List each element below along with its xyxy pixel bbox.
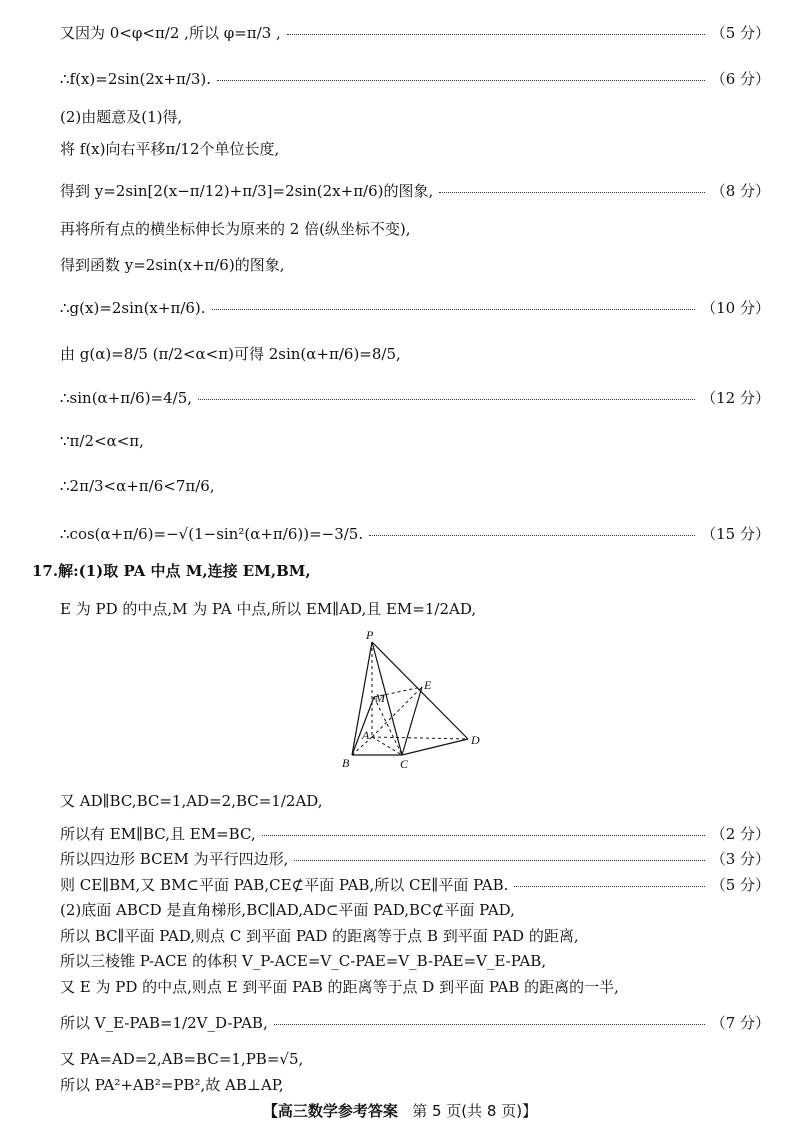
label-a: A: [362, 728, 370, 742]
line-text: ∴cos(α+π/6)=−√(1−sin²(α+π/6))=−3/5.: [60, 524, 364, 543]
line-24: [60, 1012, 770, 1033]
line-text: 所以 BC∥平面 PAD,则点 C 到平面 PAD 的距离等于点 B 到平面 PAD 的距离,: [60, 927, 579, 945]
score: （7 分）: [710, 1014, 770, 1032]
line-26: [60, 1074, 770, 1095]
line-text: 得到 y=2sin[2(x−π/12)+π/3]=2sin(2x+π/6)的图象,: [60, 182, 434, 200]
score: （2 分）: [710, 825, 770, 843]
line-13: [60, 523, 770, 544]
score: （12 分）: [701, 389, 770, 407]
leader-dots: [287, 34, 705, 35]
leader-dots: [274, 1024, 705, 1025]
line-22: [60, 950, 770, 971]
line-16: [60, 790, 770, 811]
line-text: 又 PA=AD=2,AB=BC=1,PB=√5,: [60, 1050, 304, 1068]
line-text: 所以三棱锥 P-ACE 的体积 V_P-ACE=V_C-PAE=V_B-PAE=V_E-PAB,: [60, 952, 547, 970]
score: （5 分）: [710, 876, 770, 894]
line-text: 所以 PA²+AB²=PB²,故 AB⊥AP,: [60, 1076, 284, 1094]
line-text: 由 g(α)=8/5 (π/2<α<π)可得 2sin(α+π/6)=8/5,: [60, 345, 401, 363]
label-c: C: [400, 757, 409, 771]
score: （6 分）: [710, 70, 770, 88]
line-text: ∴sin(α+π/6)=4/5,: [60, 388, 193, 407]
line-18: [60, 848, 770, 869]
line-3: [60, 106, 770, 127]
line-11: [60, 432, 770, 450]
line-text: 得到函数 y=2sin(x+π/6)的图象,: [60, 256, 285, 274]
line-8: [60, 297, 770, 318]
footer-title: 【高三数学参考答案: [262, 1102, 398, 1120]
leader-dots: [212, 309, 696, 310]
line-text: 又因为 0<φ<π/2 ,所以 φ=π/3 ,: [60, 24, 281, 42]
line-text: 所以有 EM∥BC,且 EM=BC,: [60, 825, 256, 843]
score: （3 分）: [710, 850, 770, 868]
line-17: [60, 823, 770, 844]
score: （15 分）: [701, 525, 770, 543]
score: （5 分）: [710, 24, 770, 42]
label-b: B: [342, 756, 350, 770]
line-text: 所以 V_E-PAB=1/2V_D-PAB,: [60, 1014, 268, 1032]
line-text: ∴2π/3<α+π/6<7π/6,: [60, 477, 215, 495]
line-text: 又 AD∥BC,BC=1,AD=2,BC=1/2AD,: [60, 792, 323, 810]
line-10: [60, 387, 770, 408]
line-21: [60, 925, 770, 946]
line-text: 所以四边形 BCEM 为平行四边形,: [60, 850, 289, 868]
line-20: [60, 899, 770, 920]
leader-dots: [217, 80, 705, 81]
line-text: (2)由题意及(1)得,: [60, 108, 183, 126]
line-1: [60, 22, 770, 43]
line-4: [60, 138, 770, 159]
line-text: 又 E 为 PD 的中点,则点 E 到平面 PAB 的距离等于点 D 到平面 PAB 的距离的一半,: [60, 978, 619, 996]
line-text: 17.解:(1)取 PA 中点 M,连接 EM,BM,: [32, 562, 311, 580]
line-7: [60, 254, 770, 275]
label-e: E: [424, 678, 432, 692]
line-9: [60, 343, 770, 364]
line-14: [32, 560, 770, 581]
line-text: 将 f(x)向右平移π/12个单位长度,: [60, 140, 280, 158]
score: （8 分）: [710, 182, 770, 200]
line-text: ∵π/2<α<π,: [60, 432, 144, 450]
leader-dots: [198, 399, 695, 400]
line-text: ∴g(x)=2sin(x+π/6).: [60, 298, 206, 317]
line-12: [60, 477, 770, 495]
label-d: D: [471, 733, 480, 747]
line-2: [60, 68, 770, 89]
leader-dots: [439, 192, 704, 193]
line-text: ∴f(x)=2sin(2x+π/3).: [60, 69, 212, 88]
pyramid-figure: [330, 627, 490, 772]
leader-dots: [294, 860, 704, 861]
line-15: [60, 598, 770, 619]
line-19: [60, 874, 770, 895]
line-25: [60, 1048, 770, 1069]
line-text: 再将所有点的横坐标伸长为原来的 2 倍(纵坐标不变),: [60, 220, 411, 238]
line-23: [60, 976, 770, 997]
line-text: 则 CE∥BM,又 BM⊂平面 PAB,CE⊄平面 PAB,所以 CE∥平面 PAB.: [60, 876, 509, 894]
leader-dots: [514, 886, 704, 887]
label-p: P: [366, 628, 374, 642]
line-5: [60, 180, 770, 201]
leader-dots: [369, 535, 695, 536]
line-text: E 为 PD 的中点,M 为 PA 中点,所以 EM∥AD,且 EM=1/2AD,: [60, 600, 477, 618]
score: （10 分）: [701, 299, 770, 317]
line-6: [60, 218, 770, 239]
line-text: (2)底面 ABCD 是直角梯形,BC∥AD,AD⊂平面 PAD,BC⊄平面 PAD,: [60, 901, 515, 919]
footer-page: 第 5 页(共 8 页)】: [412, 1102, 538, 1120]
label-m: M: [375, 691, 385, 705]
page-footer: [0, 1100, 800, 1121]
leader-dots: [262, 835, 705, 836]
